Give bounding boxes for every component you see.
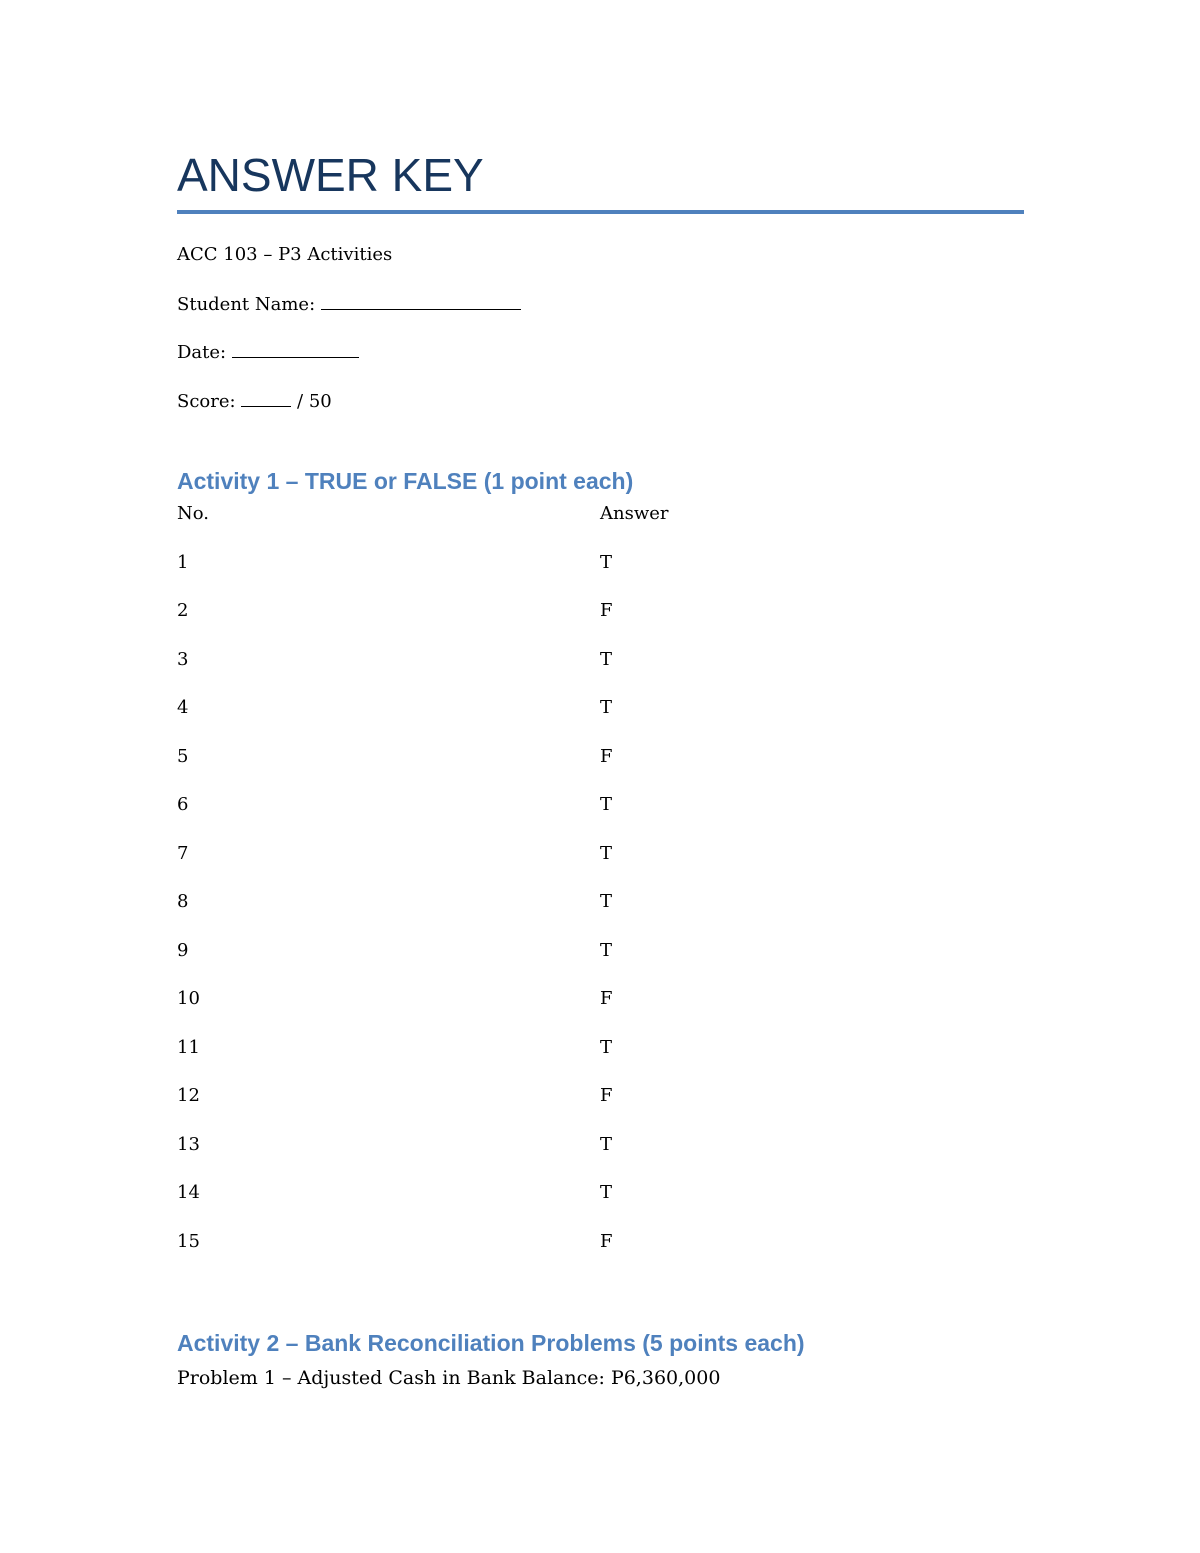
- question-answer: T: [600, 794, 613, 815]
- table-row: [177, 1037, 1024, 1086]
- table-row: [177, 1085, 1024, 1134]
- question-answer: T: [600, 1036, 613, 1058]
- course-line: ACC 103 – P3 Activities: [177, 244, 393, 265]
- question-number: 2: [177, 600, 189, 621]
- question-number: 10: [177, 988, 200, 1009]
- table-row: [177, 746, 1024, 795]
- question-answer: F: [600, 1230, 613, 1252]
- table-header-row: [177, 503, 1024, 552]
- question-number: 6: [177, 794, 189, 815]
- table-row: [177, 1134, 1024, 1183]
- student-name-label: Student Name:: [177, 294, 316, 315]
- question-answer: T: [600, 648, 613, 670]
- date-line: [177, 341, 359, 363]
- table-row: [177, 843, 1024, 892]
- table-row: [177, 988, 1024, 1037]
- score-blank: [241, 390, 291, 407]
- true-false-table: [177, 503, 1024, 1279]
- question-number: 4: [177, 697, 189, 718]
- student-name-blank: [321, 293, 521, 310]
- question-number: 8: [177, 891, 189, 912]
- question-number: 1: [177, 551, 189, 573]
- date-label: Date:: [177, 342, 227, 363]
- question-answer: F: [600, 600, 613, 621]
- question-answer: T: [600, 1182, 613, 1203]
- question-answer: T: [600, 891, 613, 912]
- score-total: / 50: [297, 391, 332, 412]
- question-answer: T: [600, 939, 613, 961]
- page-title: ANSWER KEY: [177, 149, 484, 201]
- question-answer: T: [600, 842, 613, 864]
- question-number: 11: [177, 1036, 200, 1058]
- question-number: 3: [177, 648, 189, 670]
- question-number: 14: [177, 1182, 200, 1203]
- table-row: [177, 649, 1024, 698]
- table-row: [177, 794, 1024, 843]
- question-answer: F: [600, 745, 613, 767]
- question-number: 15: [177, 1230, 200, 1252]
- question-number: 5: [177, 745, 189, 767]
- score-label: Score:: [177, 391, 236, 412]
- table-row: [177, 891, 1024, 940]
- question-number: 13: [177, 1133, 200, 1155]
- score-line: [177, 390, 332, 412]
- question-number: 12: [177, 1085, 200, 1106]
- column-header-answer: Answer: [600, 503, 669, 524]
- table-row: [177, 1231, 1024, 1280]
- table-row: [177, 697, 1024, 746]
- question-answer: F: [600, 1085, 613, 1106]
- table-row: [177, 1182, 1024, 1231]
- question-number: 9: [177, 939, 189, 961]
- student-name-line: [177, 293, 521, 315]
- question-answer: T: [600, 551, 613, 573]
- question-answer: T: [600, 1133, 613, 1155]
- question-answer: F: [600, 988, 613, 1009]
- table-row: [177, 600, 1024, 649]
- question-answer: T: [600, 697, 613, 718]
- title-underline: [177, 210, 1024, 214]
- activity2-heading: Activity 2 – Bank Reconciliation Problems (5 points each): [177, 1330, 805, 1356]
- table-body: [177, 552, 1024, 1280]
- column-header-no: No.: [177, 503, 209, 524]
- question-number: 7: [177, 842, 189, 864]
- date-blank: [232, 341, 359, 358]
- activity1-heading: Activity 1 – TRUE or FALSE (1 point each): [177, 468, 634, 494]
- table-row: [177, 940, 1024, 989]
- problem1-answer: Problem 1 – Adjusted Cash in Bank Balance: P6,360,000: [177, 1367, 721, 1389]
- table-row: [177, 552, 1024, 601]
